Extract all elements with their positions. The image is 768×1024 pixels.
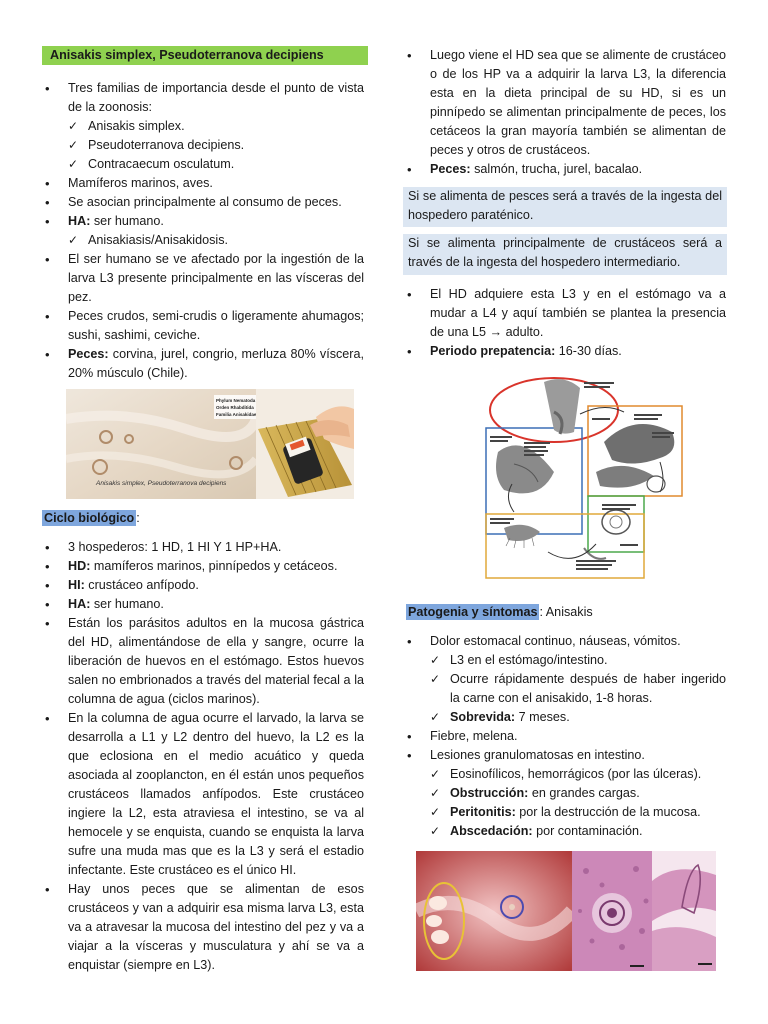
list-item xyxy=(38,709,364,880)
list-item xyxy=(400,285,726,342)
list-item-text: en grandes cargas. xyxy=(528,786,640,800)
definitive-host-list xyxy=(400,285,726,361)
list-item-text: Dolor estomacal continuo, náuseas, vómitos. xyxy=(430,634,681,648)
sub-list-item xyxy=(400,670,726,708)
pathogenesis-heading-suffix: : Anisakis xyxy=(539,605,593,619)
list-item-text: Peces crudos, semi-crudis o ligeramente ahumagos; sushi, sashimi, ceviche. xyxy=(68,309,364,342)
cycle-list xyxy=(38,538,364,975)
list-item xyxy=(38,79,364,117)
list-item-text: Pseudoterranova decipiens. xyxy=(88,138,245,152)
list-item-term: Peces: xyxy=(68,347,109,361)
list-item xyxy=(38,595,364,614)
list-item xyxy=(38,250,364,307)
list-item-text: Tres familias de importancia desde el punto de vista de la zoonosis: xyxy=(68,81,364,114)
list-item-text: En la columna de agua ocurre el larvado, la larva se desarrolla a L1 y L2 dentro del huevo, la L2 es la que eclosiona en el medio acuático y queda asociada al zooplancton, en él están unos pequeños crustáceos llamados anfípodos. Este crustáceo ingiere la L2, esta atraviesa el intestino, se va al hemocele y se enquista, cuando se enquista la larva sufre una muda mas que es la L3 y será el estadio infectante. Este crustáceo es el único HI. xyxy=(68,711,364,877)
life-cycle-illustration xyxy=(484,372,684,580)
cycle-heading-colon: : xyxy=(136,511,140,525)
list-item-text: ser humano. xyxy=(90,214,164,228)
list-item xyxy=(38,307,364,345)
list-item xyxy=(38,538,364,557)
life-cycle-diagram xyxy=(484,372,684,580)
list-item xyxy=(400,342,726,361)
sub-list-item xyxy=(400,651,726,670)
list-item-text: Luego viene el HD sea que se alimente de crustáceo o de los HP va a adquirir la larva L3, la diferencia esta en la dieta principal de su HD, si es un pinnípedo se alimentan principalmente de peces, los cetáceos la gran mayoría también se alimentan de peces y otros de crustáceos. xyxy=(430,48,726,157)
host-list xyxy=(400,46,726,179)
list-item-text: Fiebre, melena. xyxy=(430,729,518,743)
list-item-term: Obstrucción: xyxy=(450,786,529,800)
list-item xyxy=(38,880,364,975)
list-item-term: HA: xyxy=(68,597,91,611)
list-item-text: 3 hospederos: 1 HD, 1 HI Y 1 HP+HA. xyxy=(68,540,282,554)
list-item-text: por contaminación. xyxy=(532,824,643,838)
list-item-text: El HD adquiere esta L3 y en el estómago va a mudar a L4 y aquí también se plantea la presencia de una L5 → adulto. xyxy=(430,287,726,339)
list-item-term: HD: xyxy=(68,559,91,573)
list-item-text: 16-30 días. xyxy=(555,344,622,358)
list-item-text: Hay unos peces que se alimentan de esos crustáceos y van a adquirir esa misma larva L3, esta va a atravesar la mucosa del intestino del pez y va a viajar a la vísceras y musculatura y ahí se va a enquistar (siempre en L3). xyxy=(68,882,364,972)
list-item-term: Periodo prepatencia: xyxy=(430,344,556,358)
sub-list-item xyxy=(38,136,364,155)
list-item-text: mamíferos marinos, pinnípedos y cetáceos. xyxy=(90,559,338,573)
list-item xyxy=(400,46,726,160)
list-item-term: HA: xyxy=(68,214,91,228)
sub-list-item xyxy=(38,155,364,174)
sub-list-item xyxy=(400,822,726,841)
list-item xyxy=(38,614,364,709)
pathogenesis-heading-text: Patogenia y síntomas xyxy=(408,605,538,619)
figure-caption: Anisakis simplex, Pseudoterranova decipiens xyxy=(96,480,227,487)
list-item-term: Abscedación: xyxy=(450,824,533,838)
histology-figure xyxy=(416,851,716,971)
list-item xyxy=(38,212,364,231)
note-paratenic: Si se alimenta de pesces será a través de la ingesta del hospedero paraténico. xyxy=(403,187,727,227)
cycle-heading xyxy=(42,509,140,528)
list-item-text: corvina, jurel, congrio, merluza 80% víscera, 20% músculo (Chile). xyxy=(68,347,364,380)
section-title: Anisakis simplex, Pseudoterranova decipiens xyxy=(42,46,368,65)
sub-list-item xyxy=(400,708,726,727)
list-item-text: Están los parásitos adultos en la mucosa gástrica del HD, alimentándose de ella y sangre, ocurre la liberación de huevos en el estómago. Estos huevos salen no embrionados a través del material fecal a la columna de agua (ciclos marinos). xyxy=(68,616,364,706)
list-item-text: Se asocian principalmente al consumo de peces. xyxy=(68,195,342,209)
cycle-heading-text: Ciclo biológico xyxy=(44,511,135,525)
list-item-text: Eosinofílicos, hemorrágicos (por las úlceras). xyxy=(450,767,702,781)
sub-list-item xyxy=(400,803,726,822)
list-item-text: Lesiones granulomatosas en intestino. xyxy=(430,748,645,762)
list-item-text: Mamíferos marinos, aves. xyxy=(68,176,213,190)
intro-list xyxy=(38,79,364,383)
list-item-text: ser humano. xyxy=(90,597,164,611)
anisakis-photo xyxy=(66,389,354,499)
pathogenesis-list xyxy=(400,632,726,841)
note-intermediate: Si se alimenta principalmente de crustáceos será a través de la ingesta del hospedero intermediario. xyxy=(403,234,727,275)
list-item xyxy=(400,632,726,651)
anisakis-figure xyxy=(66,389,354,499)
list-item xyxy=(38,193,364,212)
list-item-text: salmón, trucha, jurel, bacalao. xyxy=(470,162,643,176)
list-item xyxy=(38,174,364,193)
sub-list-item xyxy=(38,117,364,136)
list-item-text: Anisakis simplex. xyxy=(88,119,185,133)
list-item xyxy=(38,345,364,383)
list-item xyxy=(38,576,364,595)
list-item xyxy=(400,746,726,765)
list-item-text: El ser humano se ve afectado por la ingestión de la larva L3 presente principalmente en las vísceras del pez. xyxy=(68,252,364,304)
sub-list-item xyxy=(38,231,364,250)
list-item-term: Sobrevida: xyxy=(450,710,516,724)
sub-list-item xyxy=(400,765,726,784)
list-item xyxy=(400,727,726,746)
list-item-text: crustáceo anfípodo. xyxy=(84,578,199,592)
list-item xyxy=(38,557,364,576)
sub-list-item xyxy=(400,784,726,803)
figure-label-line: Phylum Nematoda xyxy=(216,398,256,403)
list-item-text: Anisakiasis/Anisakidosis. xyxy=(88,233,228,247)
list-item-text: por la destrucción de la mucosa. xyxy=(515,805,701,819)
histology-photos xyxy=(416,851,716,971)
list-item-term: HI: xyxy=(68,578,85,592)
list-item-text: Ocurre rápidamente después de haber ingerido la carne con el anisakido, 1-8 horas. xyxy=(450,672,726,705)
pathogenesis-heading xyxy=(406,603,593,622)
list-item-term: Peritonitis: xyxy=(450,805,516,819)
list-item xyxy=(400,160,726,179)
list-item-text: L3 en el estómago/intestino. xyxy=(450,653,608,667)
list-item-text: 7 meses. xyxy=(515,710,570,724)
list-item-text: Contracaecum osculatum. xyxy=(88,157,235,171)
figure-label-line: Orden Rhabditida xyxy=(216,405,254,410)
list-item-term: Peces: xyxy=(430,162,471,176)
figure-label-line: Familia Anisakidae xyxy=(216,412,257,417)
